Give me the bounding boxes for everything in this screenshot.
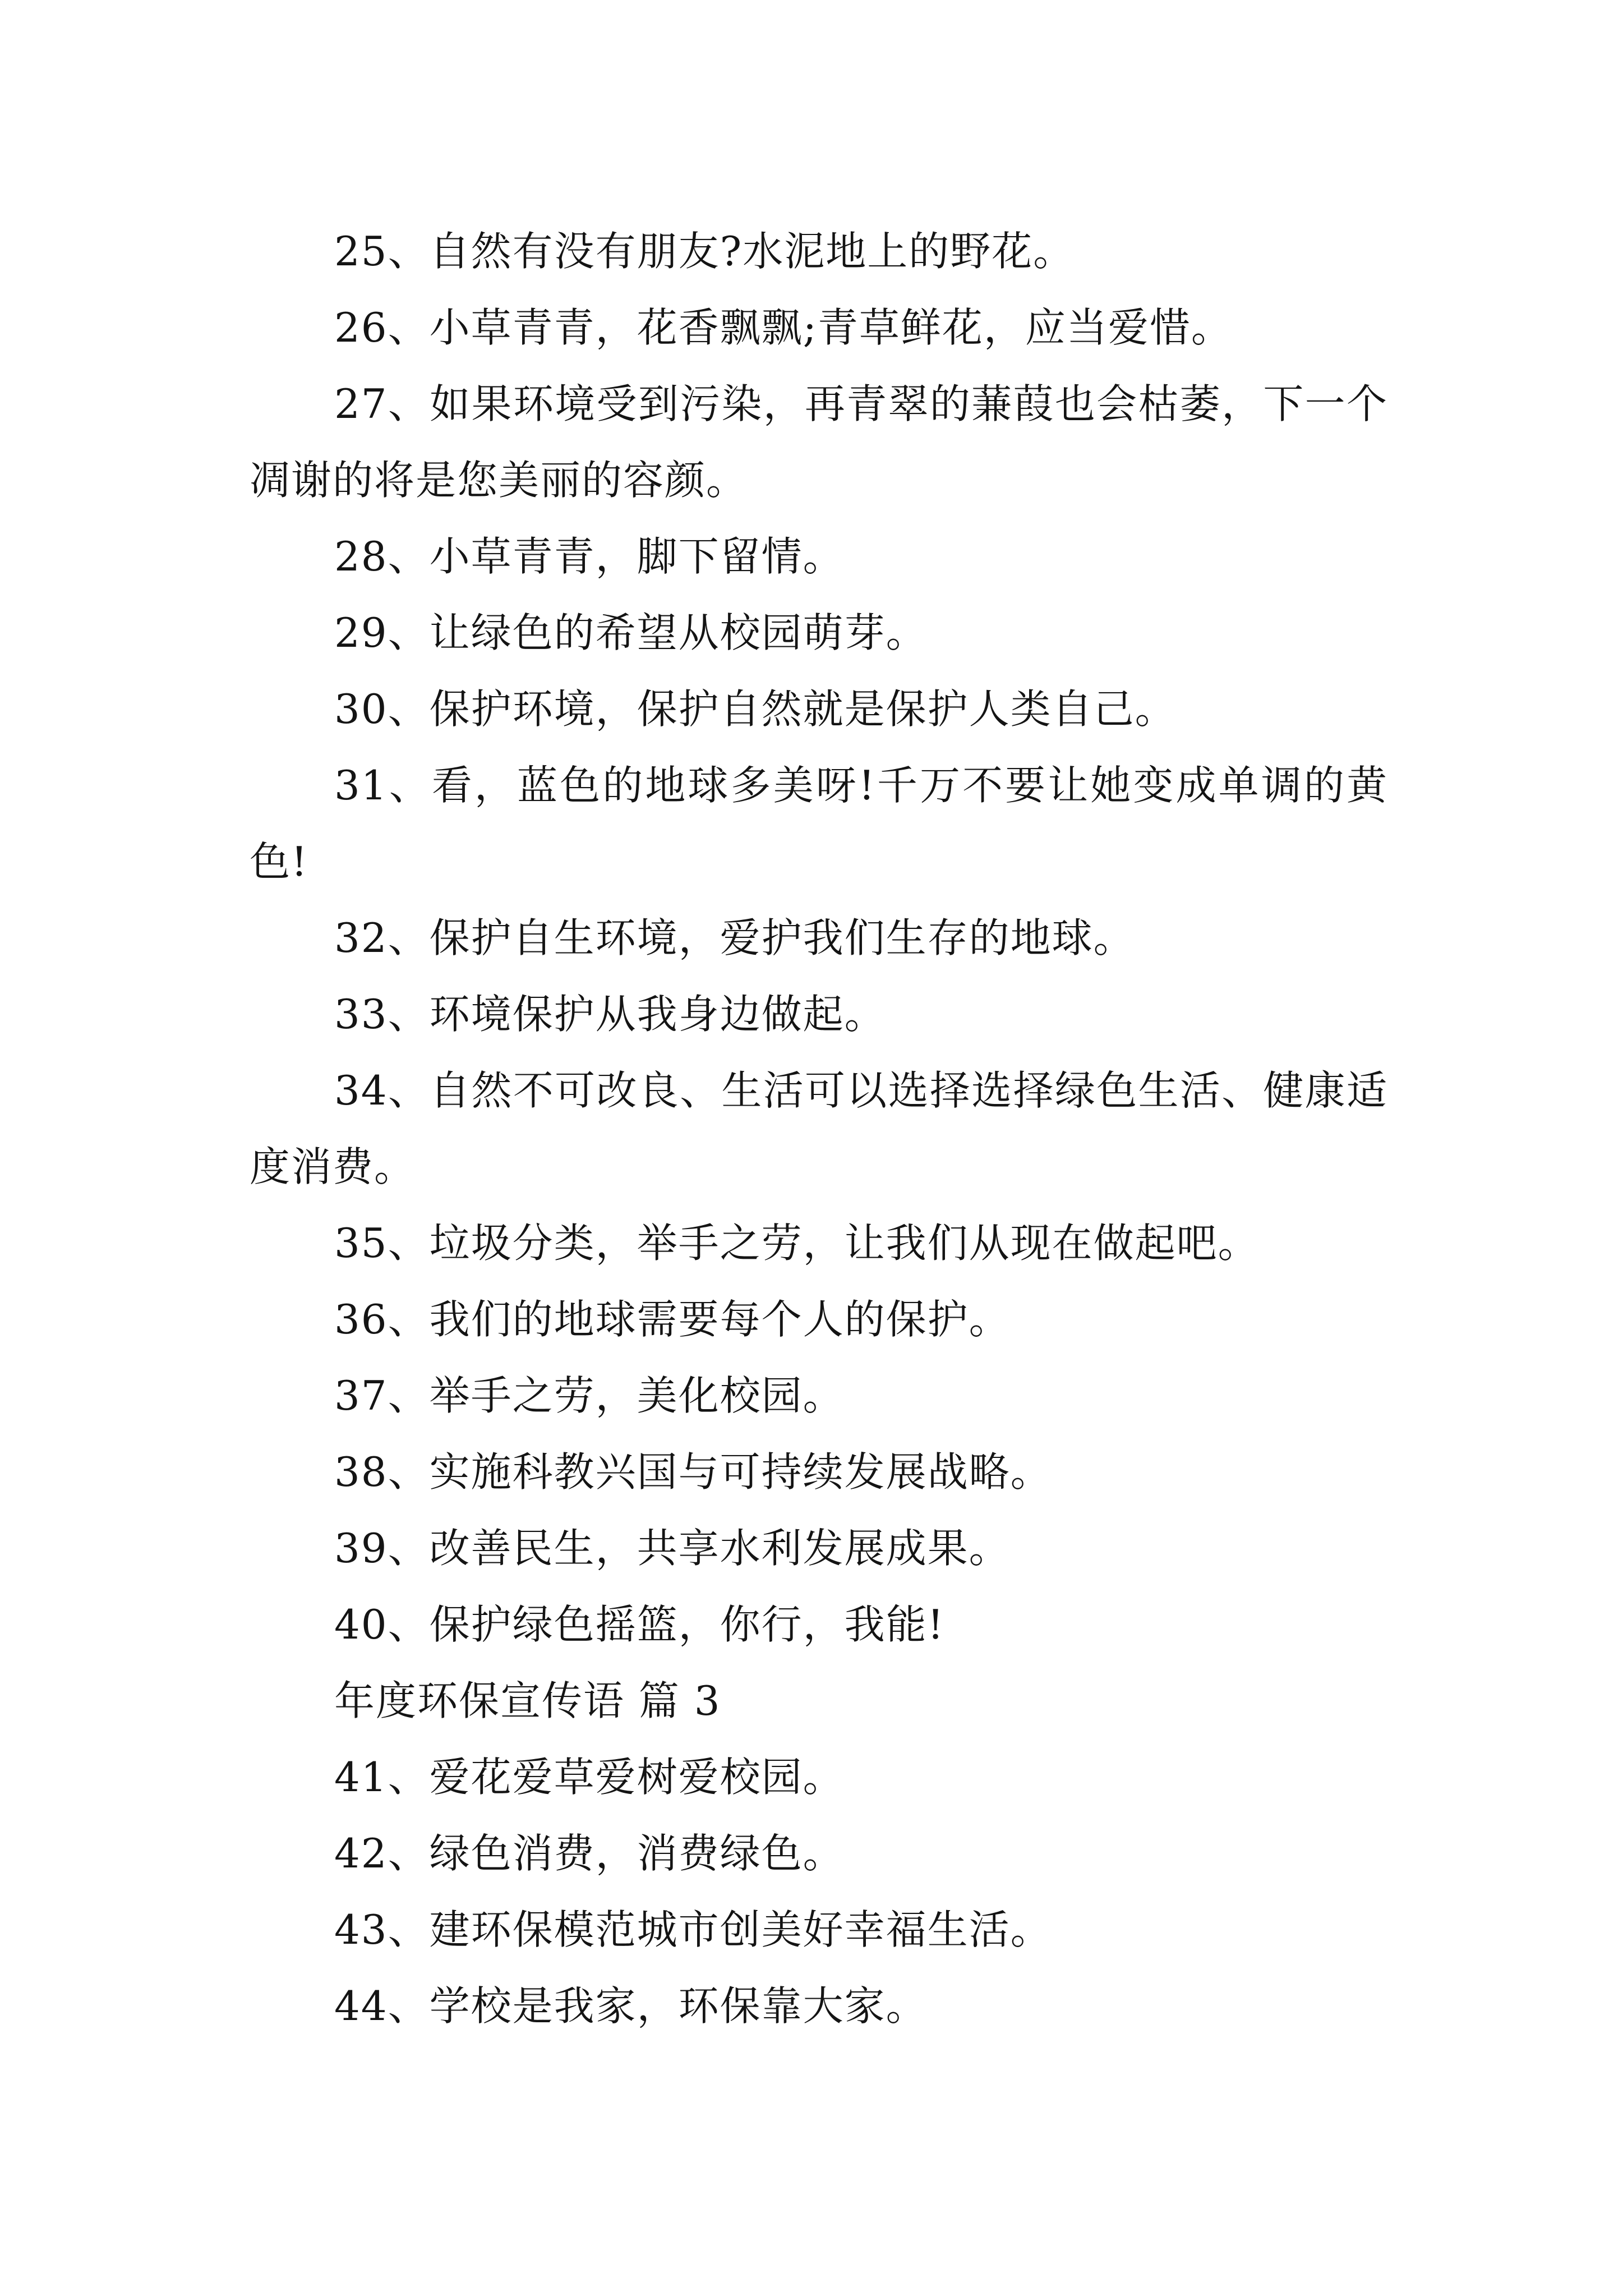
slogan-29: 29、让绿色的希望从校园萌芽。 — [334, 609, 928, 656]
slogan-37: 37、举手之劳，美化校园。 — [334, 1372, 845, 1419]
slogan-42: 42、绿色消费，消费绿色。 — [334, 1830, 845, 1877]
slogan-39: 39、改善民生，共享水利发展成果。 — [334, 1525, 1011, 1572]
slogan-43: 43、建环保模范城市创美好幸福生活。 — [334, 1906, 1052, 1953]
slogan-40: 40、保护绿色摇篮，你行，我能! — [334, 1601, 945, 1648]
slogan-28: 28、小草青青，脚下留情。 — [334, 533, 845, 580]
slogan-26: 26、小草青青，花香飘飘;青草鲜花，应当爱惜。 — [334, 304, 1233, 351]
slogan-38: 38、实施科教兴国与可持续发展战略。 — [334, 1448, 1052, 1496]
slogan-36: 36、我们的地球需要每个人的保护。 — [334, 1296, 1011, 1343]
slogan-33: 33、环境保护从我身边做起。 — [334, 991, 886, 1038]
slogan-27: 27、如果环境受到污染，再青翠的蒹葭也会枯萎，下一个凋谢的将是您美丽的容颜。 — [250, 380, 1388, 504]
slogan-31: 31、看，蓝色的地球多美呀!千万不要让她变成单调的黄色! — [250, 762, 1388, 885]
section-heading: 年度环保宣传语 篇 3 — [334, 1677, 721, 1724]
slogan-25: 25、自然有没有朋友?水泥地上的野花。 — [334, 228, 1075, 275]
slogan-35: 35、垃圾分类，举手之劳，让我们从现在做起吧。 — [334, 1220, 1260, 1267]
slogan-34: 34、自然不可改良、生活可以选择选择绿色生活、健康适度消费。 — [250, 1067, 1388, 1190]
slogan-32: 32、保护自生环境，爱护我们生存的地球。 — [334, 914, 1135, 961]
slogan-30: 30、保护环境，保护自然就是保护人类自己。 — [334, 685, 1177, 733]
slogan-41: 41、爱花爱草爱树爱校园。 — [334, 1754, 845, 1801]
document-body — [250, 213, 1388, 2044]
slogan-44: 44、学校是我家，环保靠大家。 — [334, 1982, 928, 2030]
